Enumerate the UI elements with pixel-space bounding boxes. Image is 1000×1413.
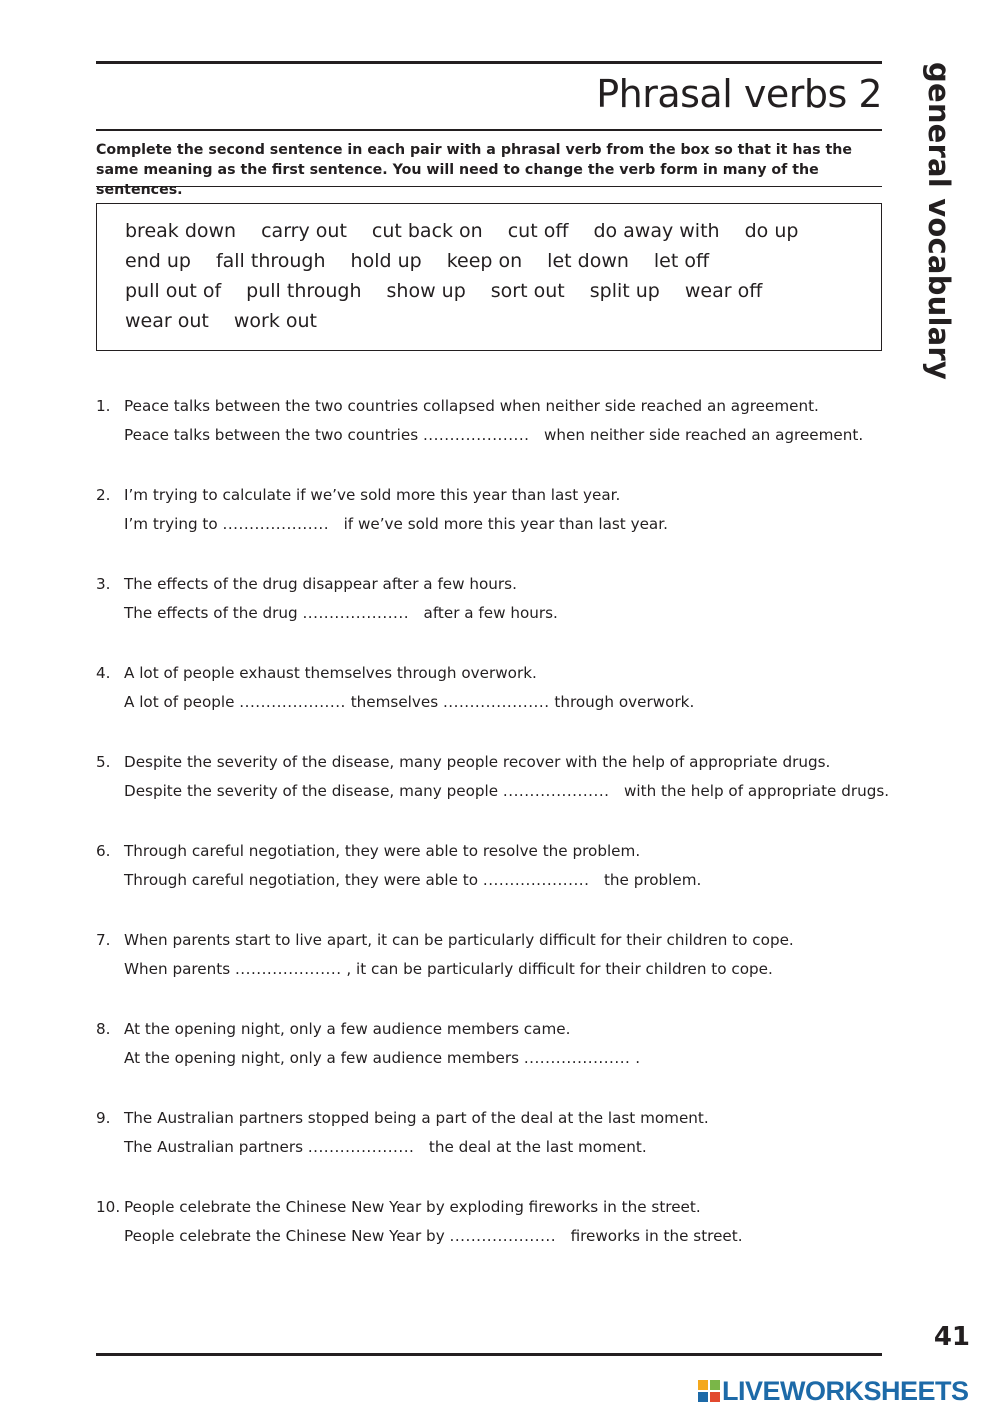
verb-item: let down: [547, 250, 629, 272]
verb-item: do away with: [593, 220, 720, 242]
rewrite-sentence: Despite the severity of the disease, many people .................... with the help of appropriate drugs.: [124, 782, 890, 800]
original-sentence: A lot of people exhaust themselves through overwork.: [124, 664, 537, 682]
phrasal-verb-box: [96, 203, 882, 351]
verb-item: end up: [125, 250, 191, 272]
question-number: 3.: [96, 575, 111, 593]
verb-item: fall through: [215, 250, 326, 272]
verb-item: cut off: [507, 220, 569, 242]
top-rule: [96, 61, 882, 64]
answer-blank[interactable]: ....................: [307, 1138, 415, 1156]
original-sentence: Peace talks between the two countries collapsed when neither side reached an agreement.: [124, 397, 819, 415]
rewrite-sentence: The effects of the drug .................... after a few hours.: [124, 604, 558, 622]
liveworksheets-brand: [698, 1376, 969, 1406]
rewrite-sentence: Peace talks between the two countries .................... when neither side reached an agreement.: [124, 426, 864, 444]
question-number: 9.: [96, 1109, 111, 1127]
verb-item: break down: [125, 220, 237, 242]
verb-item: pull out of: [125, 280, 222, 302]
page-title: Phrasal verbs 2: [596, 72, 882, 116]
answer-blank[interactable]: ....................: [442, 693, 550, 711]
page-number: 41: [933, 1322, 970, 1352]
verb-item: keep on: [446, 250, 523, 272]
answer-blank[interactable]: ....................: [449, 1227, 557, 1245]
verb-row: [125, 220, 823, 242]
verb-item: split up: [589, 280, 660, 302]
verb-item: hold up: [350, 250, 422, 272]
verb-item: show up: [386, 280, 466, 302]
verb-item: wear off: [684, 280, 763, 302]
question-number: 7.: [96, 931, 111, 949]
question-number: 1.: [96, 397, 111, 415]
rewrite-sentence: When parents .................... , it can be particularly difficult for their children to cope.: [124, 960, 773, 978]
rewrite-sentence: People celebrate the Chinese New Year by .................... fireworks in the street.: [124, 1227, 743, 1245]
verb-row: [125, 280, 787, 302]
question-number: 6.: [96, 842, 111, 860]
question-number: 2.: [96, 486, 111, 504]
section-side-label: general vocabulary: [922, 62, 956, 380]
verb-item: let off: [653, 250, 710, 272]
bottom-rule: [96, 1353, 882, 1356]
original-sentence: People celebrate the Chinese New Year by exploding fireworks in the street.: [124, 1198, 701, 1216]
rewrite-sentence: The Australian partners .................... the deal at the last moment.: [124, 1138, 647, 1156]
verb-item: work out: [233, 310, 317, 332]
verb-row: [125, 310, 342, 332]
original-sentence: Despite the severity of the disease, many people recover with the help of appropriate drugs.: [124, 753, 831, 771]
rewrite-sentence: Through careful negotiation, they were able to .................... the problem.: [124, 871, 702, 889]
answer-blank[interactable]: ....................: [523, 1049, 631, 1067]
question-number: 5.: [96, 753, 111, 771]
verb-item: wear out: [125, 310, 209, 332]
original-sentence: The effects of the drug disappear after a few hours.: [124, 575, 517, 593]
original-sentence: Through careful negotiation, they were able to resolve the problem.: [124, 842, 641, 860]
instructions: Complete the second sentence in each pair with a phrasal verb from the box so that it has the same meaning as the first sentence. You will need to change the verb form in many of the sentences.: [96, 142, 852, 198]
original-sentence: I’m trying to calculate if we’ve sold more this year than last year.: [124, 486, 621, 504]
verb-item: sort out: [490, 280, 565, 302]
original-sentence: The Australian partners stopped being a part of the deal at the last moment.: [124, 1109, 709, 1127]
answer-blank[interactable]: ....................: [222, 515, 330, 533]
answer-blank[interactable]: ....................: [422, 426, 530, 444]
question-number: 10.: [96, 1198, 121, 1216]
answer-blank[interactable]: ....................: [239, 693, 346, 711]
rewrite-sentence: A lot of people .................... themselves .................... through overwork.: [124, 693, 695, 711]
liveworksheets-logo-icon: [698, 1380, 720, 1402]
verb-item: carry out: [261, 220, 347, 242]
question-number: 4.: [96, 664, 111, 682]
rewrite-sentence: I’m trying to .................... if we’ve sold more this year than last year.: [124, 515, 668, 533]
question-number: 8.: [96, 1020, 111, 1038]
original-sentence: At the opening night, only a few audience members came.: [124, 1020, 571, 1038]
answer-blank[interactable]: ....................: [302, 604, 410, 622]
answer-blank[interactable]: ....................: [234, 960, 342, 978]
verb-item: cut back on: [371, 220, 483, 242]
title-rule: [96, 129, 882, 131]
rewrite-sentence: At the opening night, only a few audience members .................... .: [124, 1049, 641, 1067]
brand-name: LIVEWORKSHEETS: [722, 1375, 969, 1406]
verb-row: [125, 250, 734, 272]
answer-blank[interactable]: ....................: [482, 871, 590, 889]
verb-item: pull through: [246, 280, 362, 302]
answer-blank[interactable]: ....................: [502, 782, 610, 800]
original-sentence: When parents start to live apart, it can be particularly difficult for their children to cope.: [124, 931, 794, 949]
verb-item: do up: [744, 220, 799, 242]
